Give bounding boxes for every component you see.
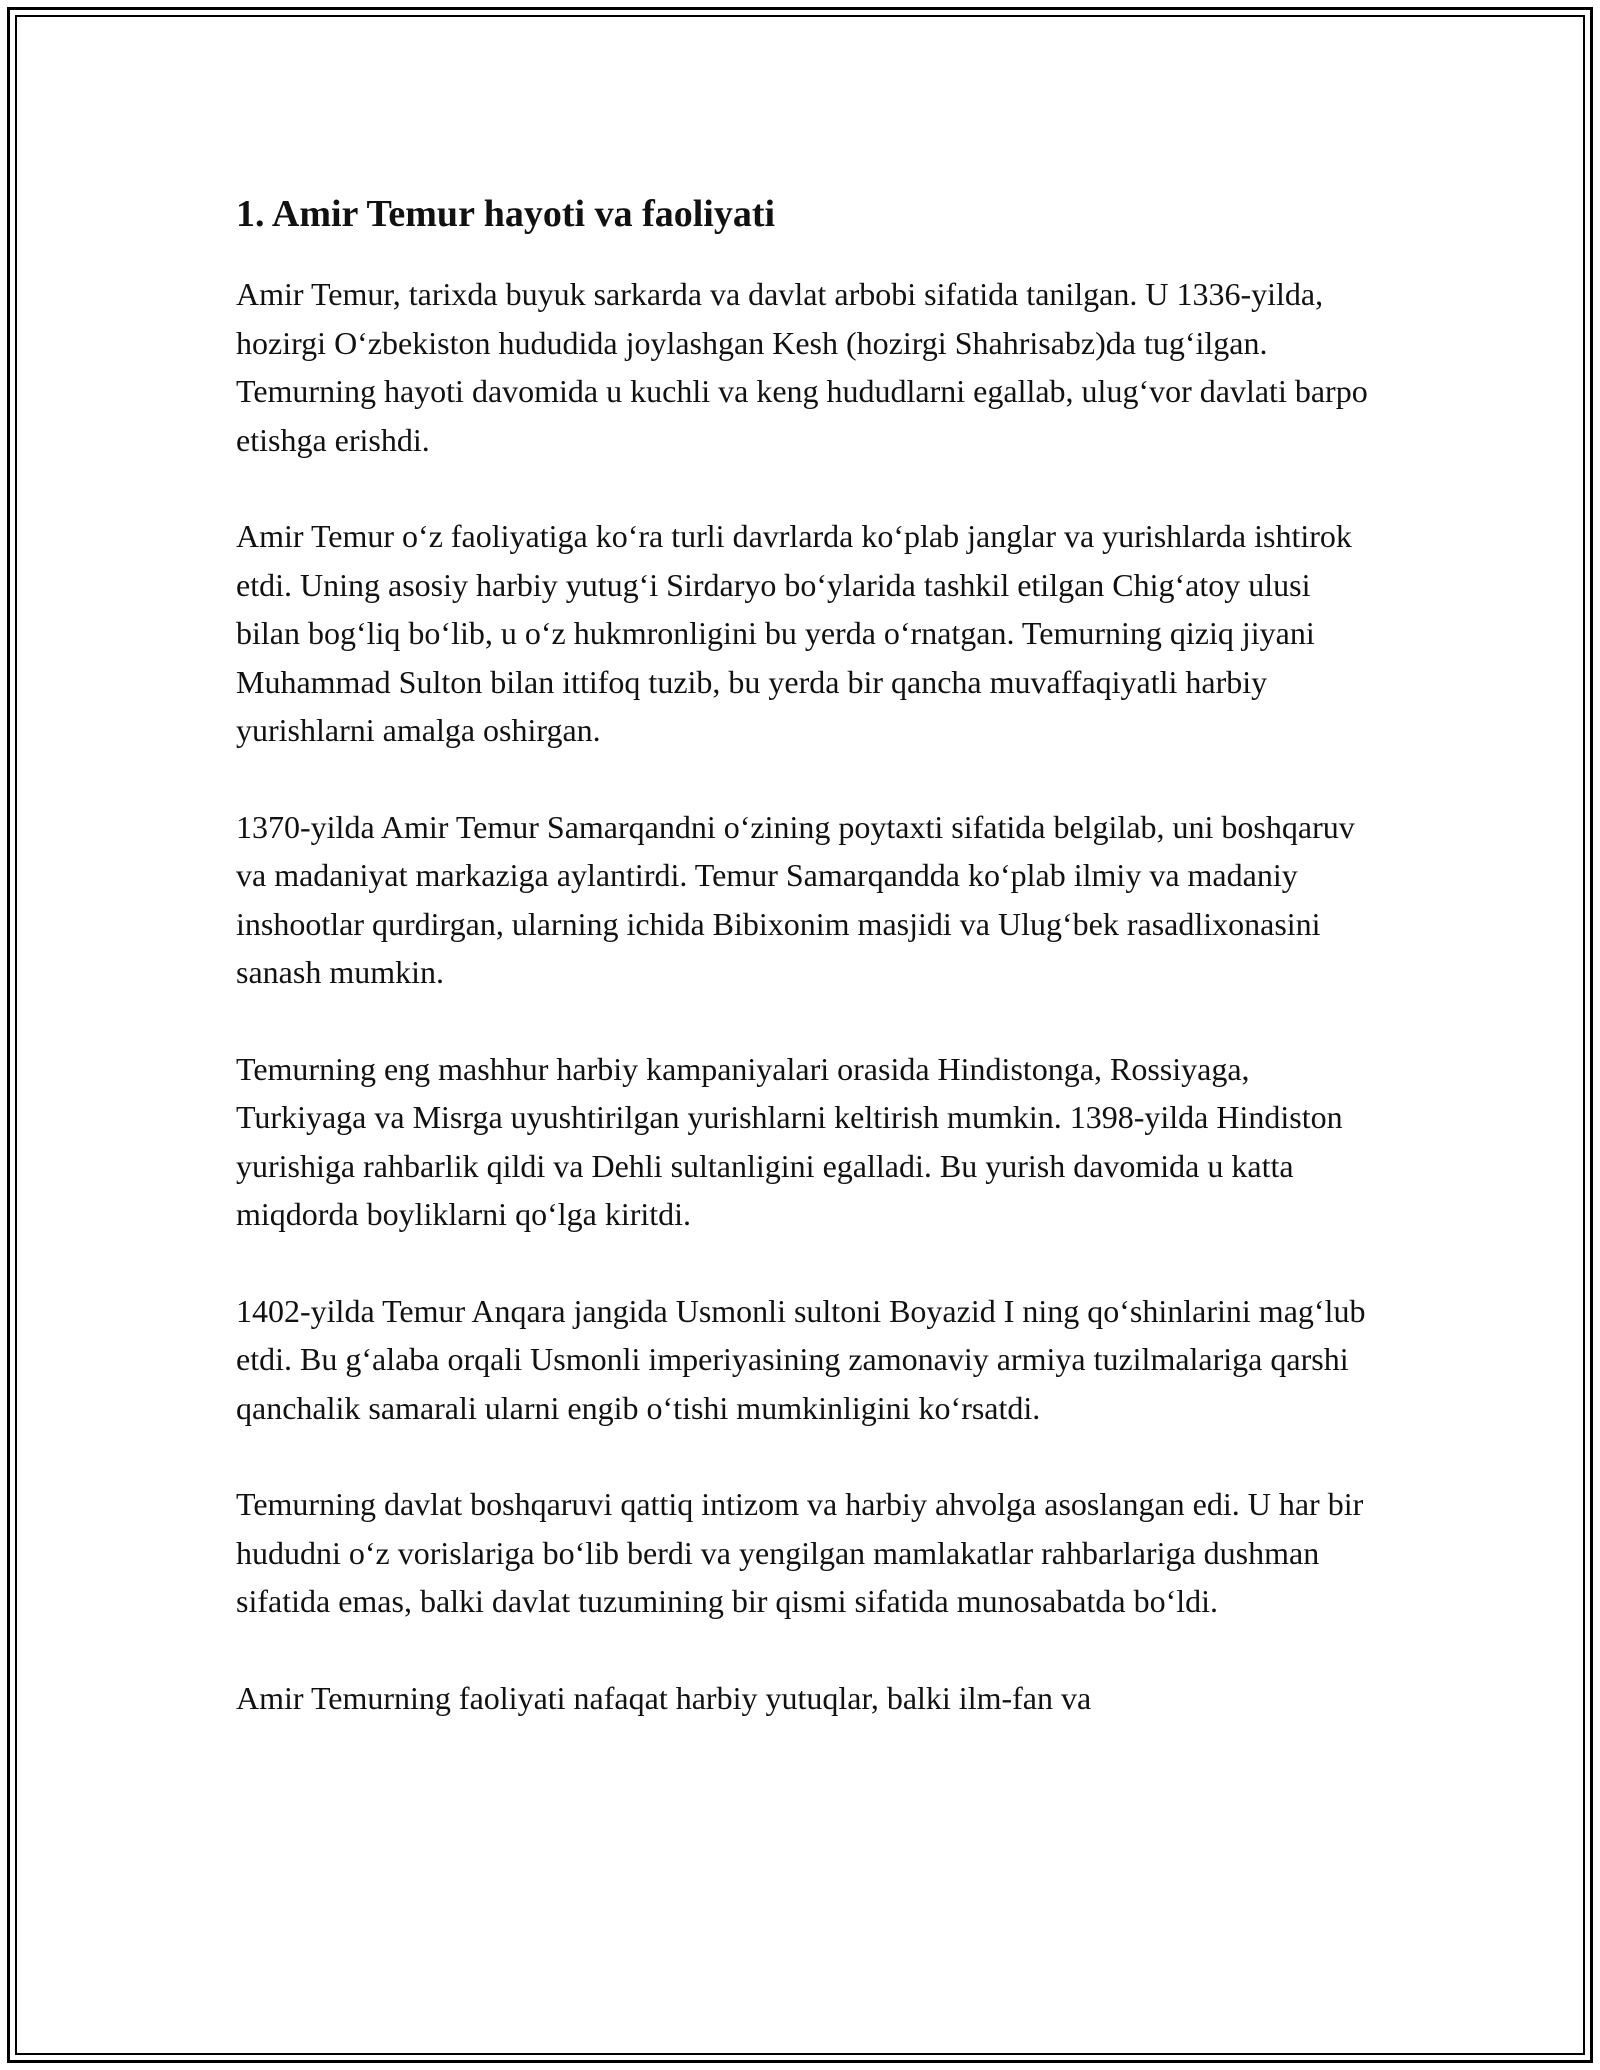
document-body: [236, 186, 1376, 1770]
paragraph-7: Amir Temurning faoliyati nafaqat harbiy yutuqlar, balki ilm-fan va: [236, 1679, 1092, 1716]
section-heading: 1. Amir Temur hayoti va faoliyati: [236, 193, 776, 235]
paragraph-6: Temurning davlat boshqaruvi qattiq intizom va harbiy ahvolga asoslangan edi. U har bir hududni o‘z vorislariga bo‘lib berdi va yengilgan mamlakatlar rahbarlariga dushman sifatida emas, balki davlat tuzumining bir qismi sifatida munosabatda bo‘ldi.: [236, 1486, 1364, 1619]
paragraph-1: Amir Temur, tarixda buyuk sarkarda va davlat arbobi sifatida tanilgan. U 1336-yilda, hozirgi O‘zbekiston hududida joylashgan Kesh (hozirgi Shahrisabz)da tug‘ilgan. Temurning hayoti davomida u kuchli va keng hududlarni egallab, ulug‘vor davlati barpo etishga erishdi.: [236, 276, 1368, 458]
paragraph-4: Temurning eng mashhur harbiy kampaniyalari orasida Hindistonga, Rossiyaga, Turkiyaga va Misrga uyushtirilgan yurishlarni keltirish mumkin. 1398-yilda Hindiston yurishiga rahbarlik qildi va Dehli sultanligini egalladi. Bu yurish davomida u katta miqdorda boyliklarni qo‘lga kiritdi.: [236, 1050, 1343, 1232]
paragraph-2: Amir Temur o‘z faoliyatiga ko‘ra turli davrlarda ko‘plab janglar va yurishlarda ishtirok etdi. Uning asosiy harbiy yutug‘i Sirdaryo bo‘ylarida tashkil etilgan Chig‘atoy ulusi bilan bog‘liq bo‘lib, u o‘z hukmronligini bu yerda o‘rnatgan. Temurning qiziq jiyani Muhammad Sulton bilan ittifoq tuzib, bu yerda bir qancha muvaffaqiyatli harbiy yurishlarni amalga oshirgan.: [236, 518, 1352, 748]
paragraph-3: 1370-yilda Amir Temur Samarqandni o‘zining poytaxti sifatida belgilab, uni boshqaruv va madaniyat markaziga aylantirdi. Temur Samarqandda ko‘plab ilmiy va madaniy inshootlar qurdirgan, ularning ichida Bibixonim masjidi va Ulug‘bek rasadlixonasini sanash mumkin.: [236, 808, 1355, 990]
paragraph-5: 1402-yilda Temur Anqara jangida Usmonli sultoni Boyazid I ning qo‘shinlarini mag‘lub etdi. Bu g‘alaba orqali Usmonli imperiyasining zamonaviy armiya tuzilmalariga qarshi qanchalik samarali ularni engib o‘tishi mumkinligini ko‘rsatdi.: [236, 1292, 1366, 1426]
